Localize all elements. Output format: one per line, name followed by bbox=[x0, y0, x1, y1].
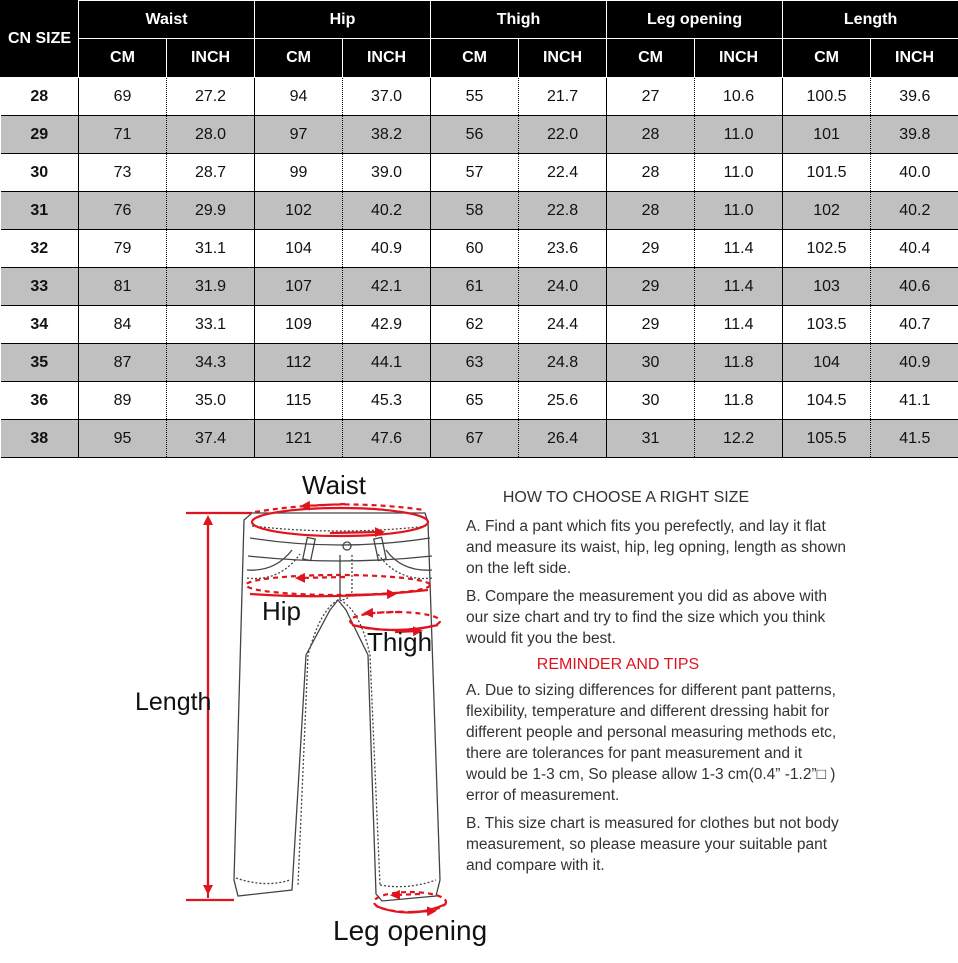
value-inch-cell: 29.9 bbox=[167, 192, 255, 230]
value-inch-cell: 34.3 bbox=[167, 344, 255, 382]
table-row bbox=[1, 306, 958, 344]
header-unit-cm: CM bbox=[79, 39, 167, 78]
value-inch-cell: 33.1 bbox=[167, 306, 255, 344]
label-thigh: Thigh bbox=[367, 627, 432, 658]
value-inch-cell: 11.4 bbox=[695, 306, 783, 344]
value-cm-cell: 62 bbox=[431, 306, 519, 344]
value-cm-cell: 109 bbox=[255, 306, 343, 344]
value-inch-cell: 24.4 bbox=[519, 306, 607, 344]
size-chart-table bbox=[0, 0, 958, 458]
value-cm-cell: 61 bbox=[431, 268, 519, 306]
value-inch-cell: 37.4 bbox=[167, 420, 255, 458]
value-cm-cell: 104 bbox=[783, 344, 871, 382]
value-cm-cell: 76 bbox=[79, 192, 167, 230]
header-unit-inch: INCH bbox=[167, 39, 255, 78]
table-row bbox=[1, 192, 958, 230]
size-cell: 30 bbox=[1, 154, 79, 192]
value-inch-cell: 10.6 bbox=[695, 78, 783, 116]
header-thigh: Thigh bbox=[431, 1, 607, 39]
value-cm-cell: 107 bbox=[255, 268, 343, 306]
header-row-groups bbox=[1, 1, 958, 39]
value-inch-cell: 11.0 bbox=[695, 116, 783, 154]
value-inch-cell: 23.6 bbox=[519, 230, 607, 268]
value-inch-cell: 37.0 bbox=[343, 78, 431, 116]
value-inch-cell: 42.9 bbox=[343, 306, 431, 344]
size-cell: 32 bbox=[1, 230, 79, 268]
label-leg-opening: Leg opening bbox=[333, 915, 487, 947]
value-inch-cell: 40.2 bbox=[871, 192, 958, 230]
value-inch-cell: 31.9 bbox=[167, 268, 255, 306]
header-hip: Hip bbox=[255, 1, 431, 39]
value-inch-cell: 11.4 bbox=[695, 230, 783, 268]
value-cm-cell: 115 bbox=[255, 382, 343, 420]
header-leg-opening: Leg opening bbox=[607, 1, 783, 39]
guide-step-a: A. Find a pant which fits you perefectly, and lay it flat and measure its waist, hip, leg opning, length as shown on the left side. bbox=[466, 516, 846, 579]
value-inch-cell: 22.4 bbox=[519, 154, 607, 192]
size-cell: 38 bbox=[1, 420, 79, 458]
value-cm-cell: 101 bbox=[783, 116, 871, 154]
value-inch-cell: 42.1 bbox=[343, 268, 431, 306]
value-inch-cell: 39.8 bbox=[871, 116, 958, 154]
size-cell: 31 bbox=[1, 192, 79, 230]
value-cm-cell: 28 bbox=[607, 116, 695, 154]
size-rows bbox=[1, 78, 958, 458]
value-cm-cell: 94 bbox=[255, 78, 343, 116]
value-cm-cell: 60 bbox=[431, 230, 519, 268]
value-inch-cell: 47.6 bbox=[343, 420, 431, 458]
value-inch-cell: 11.0 bbox=[695, 154, 783, 192]
value-cm-cell: 97 bbox=[255, 116, 343, 154]
size-cell: 29 bbox=[1, 116, 79, 154]
value-inch-cell: 41.5 bbox=[871, 420, 958, 458]
value-cm-cell: 71 bbox=[79, 116, 167, 154]
value-cm-cell: 58 bbox=[431, 192, 519, 230]
value-cm-cell: 103.5 bbox=[783, 306, 871, 344]
table-row bbox=[1, 382, 958, 420]
value-inch-cell: 26.4 bbox=[519, 420, 607, 458]
value-cm-cell: 81 bbox=[79, 268, 167, 306]
value-cm-cell: 56 bbox=[431, 116, 519, 154]
value-cm-cell: 87 bbox=[79, 344, 167, 382]
value-inch-cell: 24.0 bbox=[519, 268, 607, 306]
value-inch-cell: 22.8 bbox=[519, 192, 607, 230]
header-waist: Waist bbox=[79, 1, 255, 39]
value-inch-cell: 40.0 bbox=[871, 154, 958, 192]
value-cm-cell: 102 bbox=[255, 192, 343, 230]
value-inch-cell: 25.6 bbox=[519, 382, 607, 420]
value-cm-cell: 31 bbox=[607, 420, 695, 458]
table-row bbox=[1, 116, 958, 154]
value-inch-cell: 12.2 bbox=[695, 420, 783, 458]
value-cm-cell: 69 bbox=[79, 78, 167, 116]
header-unit-inch: INCH bbox=[871, 39, 958, 78]
label-waist: Waist bbox=[302, 470, 366, 501]
value-cm-cell: 30 bbox=[607, 382, 695, 420]
header-unit-cm: CM bbox=[607, 39, 695, 78]
header-unit-inch: INCH bbox=[695, 39, 783, 78]
value-inch-cell: 22.0 bbox=[519, 116, 607, 154]
value-inch-cell: 40.6 bbox=[871, 268, 958, 306]
value-cm-cell: 104 bbox=[255, 230, 343, 268]
value-cm-cell: 29 bbox=[607, 306, 695, 344]
value-cm-cell: 104.5 bbox=[783, 382, 871, 420]
header-unit-cm: CM bbox=[783, 39, 871, 78]
header-unit-inch: INCH bbox=[343, 39, 431, 78]
value-cm-cell: 121 bbox=[255, 420, 343, 458]
value-cm-cell: 57 bbox=[431, 154, 519, 192]
table-row bbox=[1, 344, 958, 382]
size-guide-text bbox=[466, 489, 846, 883]
guide-step-b: B. Compare the measurement you did as above with our size chart and try to find the size which you think would fit you the best. bbox=[466, 586, 846, 649]
value-inch-cell: 41.1 bbox=[871, 382, 958, 420]
value-cm-cell: 27 bbox=[607, 78, 695, 116]
pants-measurement-diagram bbox=[130, 460, 510, 958]
value-inch-cell: 40.7 bbox=[871, 306, 958, 344]
value-inch-cell: 27.2 bbox=[167, 78, 255, 116]
value-cm-cell: 65 bbox=[431, 382, 519, 420]
size-cell: 28 bbox=[1, 78, 79, 116]
value-cm-cell: 28 bbox=[607, 192, 695, 230]
size-cell: 34 bbox=[1, 306, 79, 344]
value-cm-cell: 67 bbox=[431, 420, 519, 458]
value-cm-cell: 95 bbox=[79, 420, 167, 458]
value-cm-cell: 101.5 bbox=[783, 154, 871, 192]
value-inch-cell: 11.8 bbox=[695, 382, 783, 420]
value-cm-cell: 99 bbox=[255, 154, 343, 192]
value-cm-cell: 89 bbox=[79, 382, 167, 420]
value-inch-cell: 21.7 bbox=[519, 78, 607, 116]
value-cm-cell: 28 bbox=[607, 154, 695, 192]
value-inch-cell: 39.6 bbox=[871, 78, 958, 116]
value-cm-cell: 84 bbox=[79, 306, 167, 344]
value-inch-cell: 39.0 bbox=[343, 154, 431, 192]
header-unit-cm: CM bbox=[255, 39, 343, 78]
value-inch-cell: 40.9 bbox=[871, 344, 958, 382]
value-inch-cell: 35.0 bbox=[167, 382, 255, 420]
value-inch-cell: 28.7 bbox=[167, 154, 255, 192]
value-cm-cell: 55 bbox=[431, 78, 519, 116]
value-inch-cell: 45.3 bbox=[343, 382, 431, 420]
value-inch-cell: 11.4 bbox=[695, 268, 783, 306]
value-cm-cell: 102 bbox=[783, 192, 871, 230]
value-cm-cell: 103 bbox=[783, 268, 871, 306]
value-inch-cell: 24.8 bbox=[519, 344, 607, 382]
header-row-units bbox=[1, 39, 958, 78]
value-cm-cell: 30 bbox=[607, 344, 695, 382]
label-hip: Hip bbox=[262, 596, 301, 627]
value-inch-cell: 11.8 bbox=[695, 344, 783, 382]
value-cm-cell: 100.5 bbox=[783, 78, 871, 116]
value-inch-cell: 40.4 bbox=[871, 230, 958, 268]
header-unit-inch: INCH bbox=[519, 39, 607, 78]
value-inch-cell: 40.2 bbox=[343, 192, 431, 230]
header-unit-cm: CM bbox=[431, 39, 519, 78]
header-cn-size: CN SIZE bbox=[1, 1, 79, 78]
value-cm-cell: 29 bbox=[607, 268, 695, 306]
size-cell: 36 bbox=[1, 382, 79, 420]
value-inch-cell: 11.0 bbox=[695, 192, 783, 230]
value-cm-cell: 112 bbox=[255, 344, 343, 382]
value-inch-cell: 31.1 bbox=[167, 230, 255, 268]
label-length: Length bbox=[135, 688, 211, 717]
value-inch-cell: 40.9 bbox=[343, 230, 431, 268]
tip-a: A. Due to sizing differences for different pant patterns, flexibility, temperature and different dressing habit for different people and personal measuring methods etc, there are tolerances for pant measurement and it would be 1-3 cm, So please allow 1-3 cm(0.4” -1.2”□ ) error of measurement. bbox=[466, 680, 846, 806]
size-cell: 35 bbox=[1, 344, 79, 382]
tips-title: REMINDER AND TIPS bbox=[468, 656, 768, 674]
value-cm-cell: 29 bbox=[607, 230, 695, 268]
value-cm-cell: 102.5 bbox=[783, 230, 871, 268]
table-row bbox=[1, 420, 958, 458]
value-inch-cell: 44.1 bbox=[343, 344, 431, 382]
size-cell: 33 bbox=[1, 268, 79, 306]
header-length: Length bbox=[783, 1, 958, 39]
table-row bbox=[1, 78, 958, 116]
value-cm-cell: 105.5 bbox=[783, 420, 871, 458]
guide-title: HOW TO CHOOSE A RIGHT SIZE bbox=[476, 489, 776, 507]
table-row bbox=[1, 268, 958, 306]
tip-b: B. This size chart is measured for clothes but not body measurement, so please measure your suitable pant and compare with it. bbox=[466, 813, 846, 876]
value-cm-cell: 63 bbox=[431, 344, 519, 382]
value-inch-cell: 38.2 bbox=[343, 116, 431, 154]
value-cm-cell: 79 bbox=[79, 230, 167, 268]
value-inch-cell: 28.0 bbox=[167, 116, 255, 154]
table-row bbox=[1, 230, 958, 268]
table-row bbox=[1, 154, 958, 192]
value-cm-cell: 73 bbox=[79, 154, 167, 192]
